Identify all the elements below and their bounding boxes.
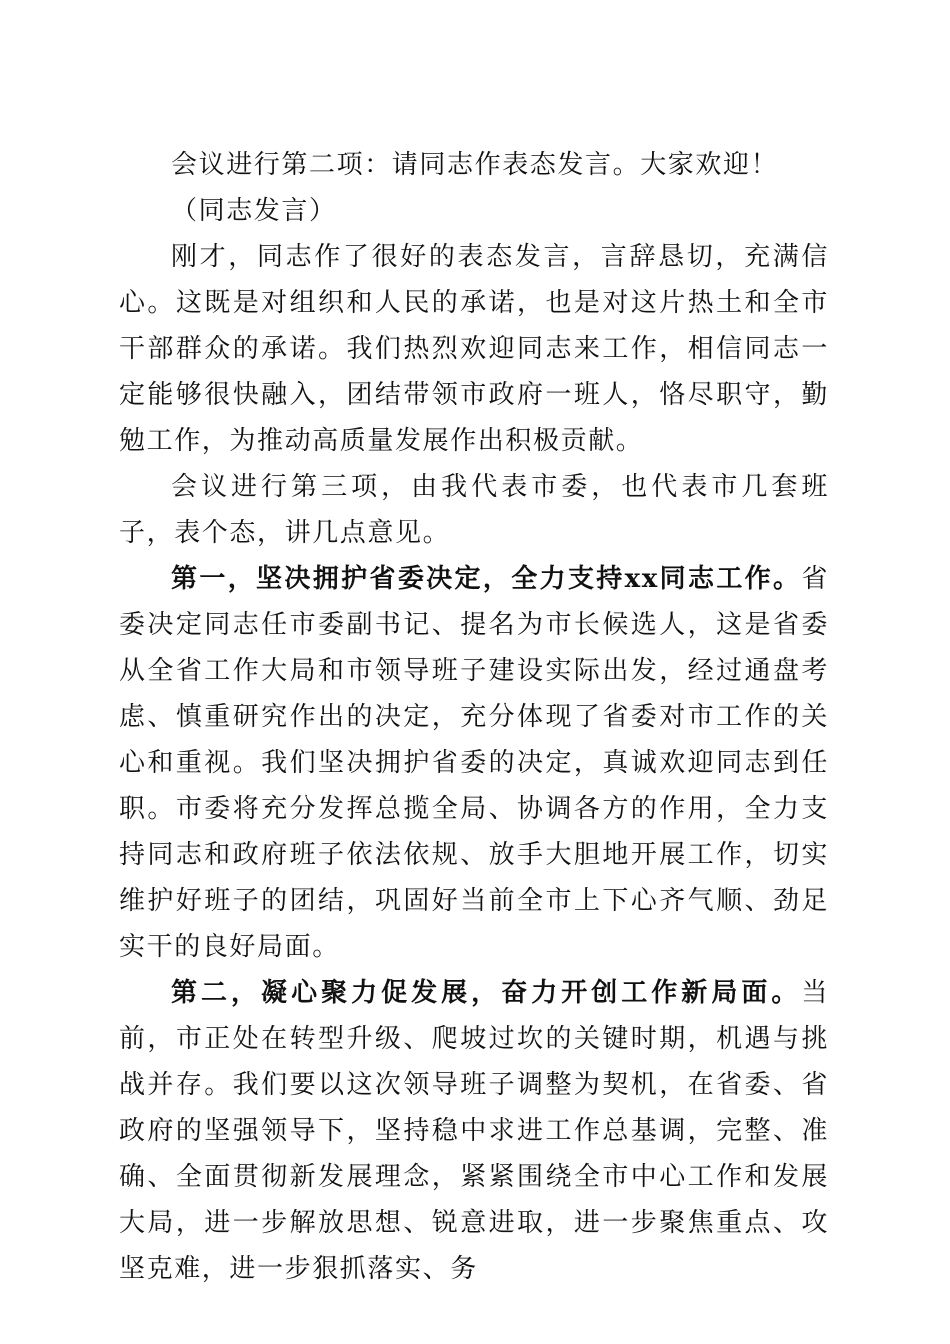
paragraph-lead: 第二，凝心聚力促发展，奋力开创工作新局面。 [171,978,802,1008]
paragraph-text: （同志发言） [171,196,337,226]
paragraph-text: 会议进行第二项：请同志作表态发言。大家欢迎！ [171,150,779,180]
paragraph-response [119,234,829,464]
paragraph-text: 刚才，同志作了很好的表态发言，言辞恳切，充满信心。这既是对组织和人民的承诺，也是对这片热土和全市干部群众的承诺。我们热烈欢迎同志来工作，相信同志一定能够很快融入，团结带领市政府一班人，恪尽职守，勤勉工作，为推动高质量发展作出积极贡献。 [119,242,829,456]
paragraph-item-3 [119,464,829,556]
paragraph-text: 省委决定同志任市委副书记、提名为市长候选人，这是省委从全省工作大局和市领导班子建设实际出发，经过通盘考虑、慎重研究作出的决定，充分体现了省委对市工作的关心和重视。我们坚决拥护省委的决定，真诚欢迎同志到任职。市委将充分发挥总揽全局、协调各方的作用，全力支持同志和政府班子依法依规、放手大胆地开展工作，切实维护好班子的团结，巩固好当前全市上下心齐气顺、劲足实干的良好局面。 [119,564,829,962]
paragraph-point-2 [119,970,829,1292]
paragraph-text: 当前，市正处在转型升级、爬坡过坎的关键时期，机遇与挑战并存。我们要以这次领导班子调整为契机，在省委、省政府的坚强领导下，坚持稳中求进工作总基调，完整、准确、全面贯彻新发展理念，紧紧围绕全市中心工作和发展大局，进一步解放思想、锐意进取，进一步聚焦重点、攻坚克难，进一步狠抓落实、务 [119,978,829,1284]
document-body [119,142,829,1292]
paragraph-item-2 [119,142,829,188]
paragraph-text: 会议进行第三项，由我代表市委，也代表市几套班子，表个态，讲几点意见。 [119,472,829,548]
paragraph-lead: 第一，坚决拥护省委决定，全力支持xx同志工作。 [171,564,802,594]
paragraph-point-1 [119,556,829,970]
paragraph-speech-note [119,188,829,234]
